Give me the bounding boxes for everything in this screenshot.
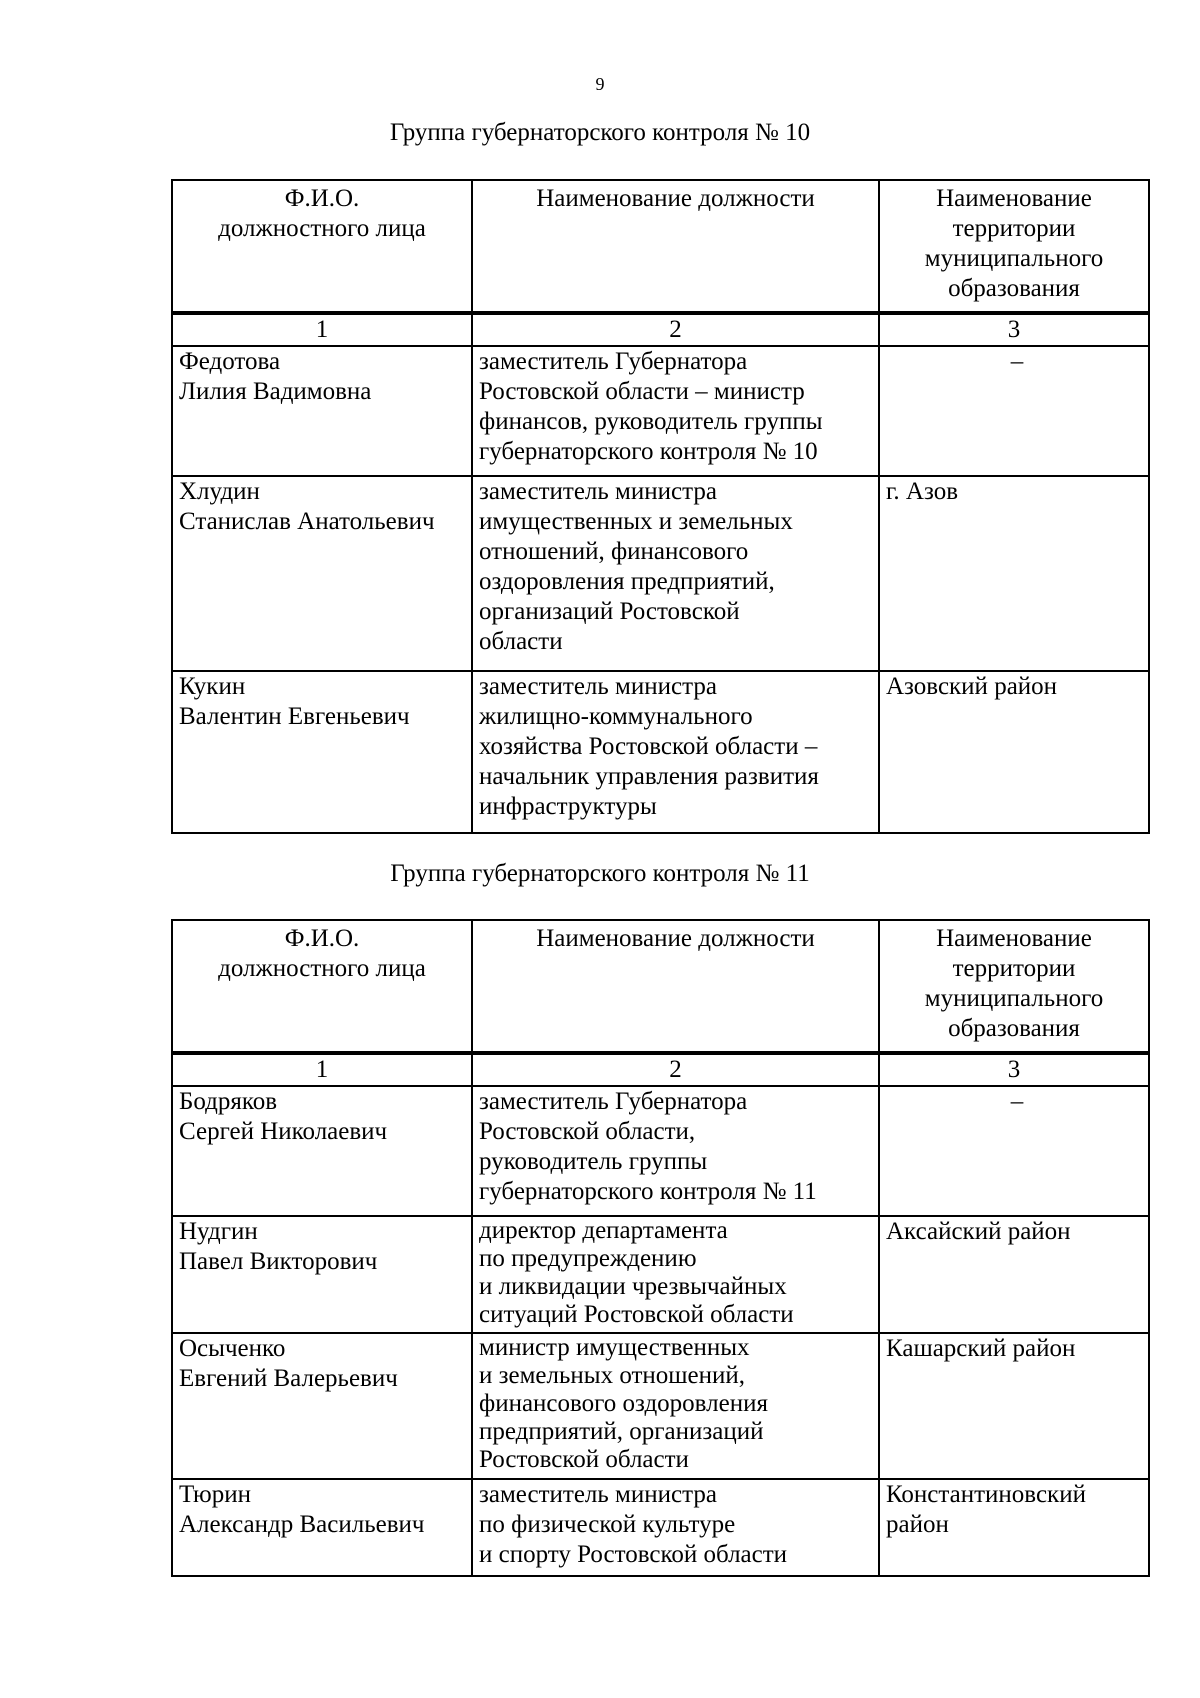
official-name: Осыченко Евгений Валерьевич	[172, 1333, 472, 1479]
column-number: 2	[472, 1053, 879, 1086]
column-number: 1	[172, 1053, 472, 1086]
group-11-table	[171, 919, 1150, 1577]
official-position: заместитель Губернатора Ростовской области – министр финансов, руководитель группы губернаторского контроля № 10	[472, 346, 879, 476]
territory: Константиновский район	[879, 1479, 1149, 1576]
column-number: 3	[879, 313, 1149, 346]
official-name: Федотова Лилия Вадимовна	[172, 346, 472, 476]
official-position: заместитель Губернатора Ростовской области, руководитель группы губернаторского контроля № 11	[472, 1086, 879, 1216]
territory: –	[879, 1086, 1149, 1216]
column-number: 3	[879, 1053, 1149, 1086]
group-title-10: Группа губернаторского контроля № 10	[389, 119, 811, 146]
official-position: директор департамента по предупреждению и ликвидации чрезвычайных ситуаций Ростовской области	[472, 1216, 879, 1333]
table-row	[172, 1216, 1149, 1333]
official-name: Кукин Валентин Евгеньевич	[172, 671, 472, 833]
official-name: Тюрин Александр Васильевич	[172, 1479, 472, 1576]
official-position: заместитель министра жилищно-коммунального хозяйства Ростовской области – начальник управления развития инфраструктуры	[472, 671, 879, 833]
official-name: Нудгин Павел Викторович	[172, 1216, 472, 1333]
territory: г. Азов	[879, 476, 1149, 671]
table-row	[172, 346, 1149, 476]
table-row	[172, 1086, 1149, 1216]
header-name: Ф.И.О. должностного лица	[172, 180, 472, 313]
table-header-row	[172, 180, 1149, 313]
column-number: 2	[472, 313, 879, 346]
table-row	[172, 1333, 1149, 1479]
official-position: заместитель министра имущественных и земельных отношений, финансового оздоровления предприятий, организаций Ростовской области	[472, 476, 879, 671]
header-territory: Наименование территории муниципального образования	[879, 920, 1149, 1053]
territory: Азовский район	[879, 671, 1149, 833]
page-number: 9	[595, 74, 605, 94]
header-territory: Наименование территории муниципального образования	[879, 180, 1149, 313]
group-title-11: Группа губернаторского контроля № 11	[390, 860, 810, 887]
official-name: Бодряков Сергей Николаевич	[172, 1086, 472, 1216]
table-row	[172, 671, 1149, 833]
official-position: заместитель министра по физической культуре и спорту Ростовской области	[472, 1479, 879, 1576]
table-row	[172, 1479, 1149, 1576]
group-10-table	[171, 179, 1150, 834]
header-position: Наименование должности	[472, 920, 879, 1053]
table-row	[172, 476, 1149, 671]
official-position: министр имущественных и земельных отношений, финансового оздоровления предприятий, организаций Ростовской области	[472, 1333, 879, 1479]
territory: –	[879, 346, 1149, 476]
header-name: Ф.И.О. должностного лица	[172, 920, 472, 1053]
territory: Кашарский район	[879, 1333, 1149, 1479]
column-number-row	[172, 313, 1149, 346]
official-name: Хлудин Станислав Анатольевич	[172, 476, 472, 671]
column-number-row	[172, 1053, 1149, 1086]
table-header-row	[172, 920, 1149, 1053]
territory: Аксайский район	[879, 1216, 1149, 1333]
header-position: Наименование должности	[472, 180, 879, 313]
column-number: 1	[172, 313, 472, 346]
